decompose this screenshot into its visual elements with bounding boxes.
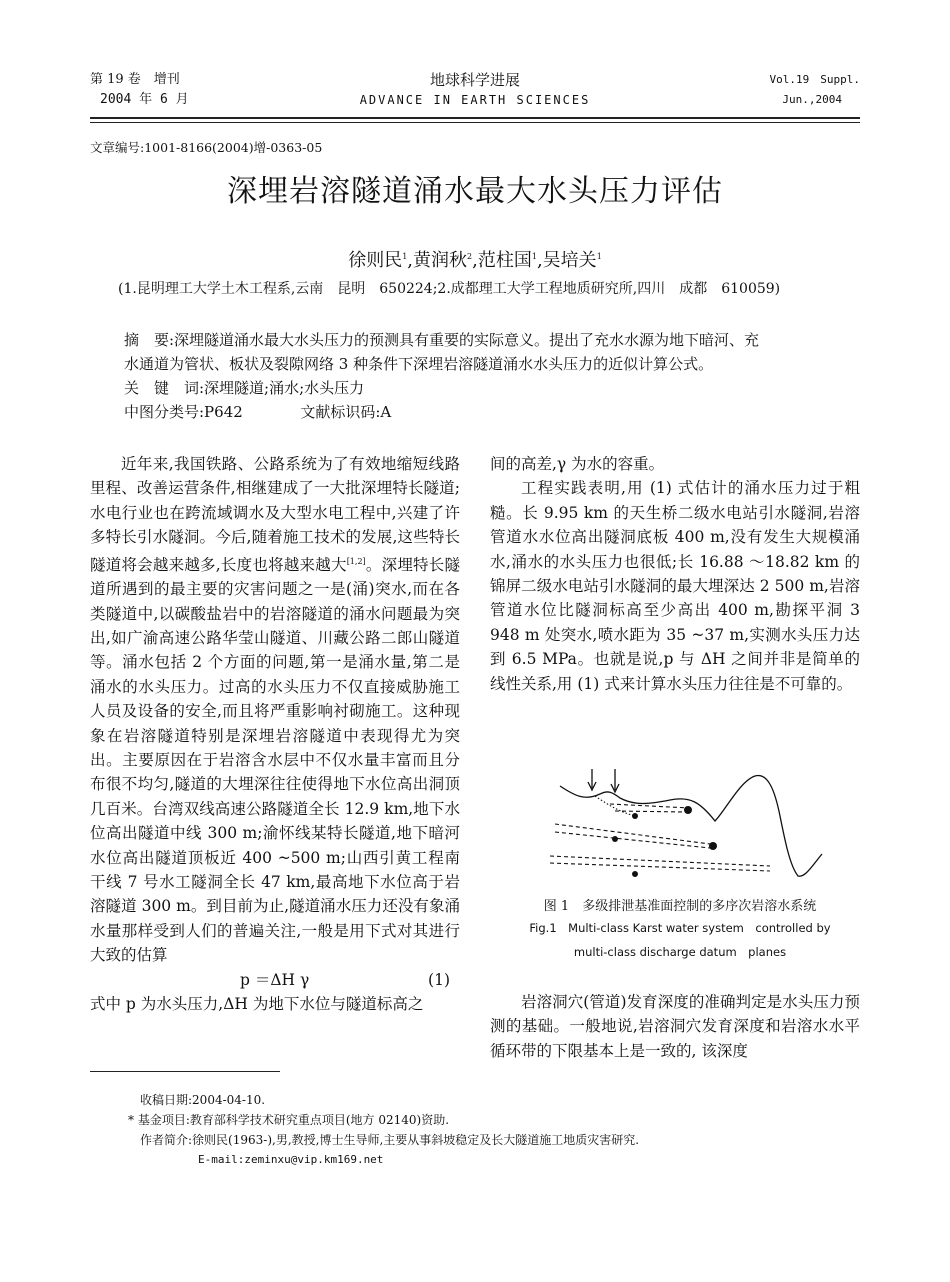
classification-line [124,400,836,424]
keywords: 关 键 词:深埋隧道;涌水;水头压力 [124,379,365,397]
body-paragraph: 工程实践表明,用 (1) 式估计的涌水压力过于粗糙。长 9.95 km 的天生桥二级水电站引水隧洞,岩溶管道水水位高出隧洞底板 400 m,没有发生大规模涌水,涌水的水头压力也很低;长 16.88 ～18.82 km 的锦屏二级水电站引水隧洞的最大埋深达 2 500 m,岩溶管道水位比隧洞标高至少高出 400 m,勘探平洞 3 948 m 处突水,喷水距为 35 ~37 m,实测水头压力达到 6.5 MPa。也就是说,p 与 ΔH 之间并非是简单的线性关系,用 (1) 式来计算水头压力往往是不可靠的。 [490,479,860,693]
paper-title: 深埋岩溶隧道涌水最大水头压力评估 [227,174,723,209]
terrain-profile-line [560,775,822,876]
equation-body: p ＝ΔH γ [240,970,310,989]
flow-path-dotted [595,796,635,816]
footnote-author-bio: 作者简介:徐则民(1963-),男,教授,博士生导师,主要从事斜坡稳定及长大隧道施工地质灾害研究. [140,1133,640,1147]
body-right-column [490,452,860,696]
figure-caption-cn: 图 1 多级排泄基准面控制的多序次岩溶水系统 [543,899,817,914]
figure-caption-en-1: Fig.1 Multi-class Karst water system controlled by [529,921,831,935]
author-name: ,吴培关 [536,250,597,271]
footnote-email: E-mail:zeminxu@vip.km169.net [198,1153,384,1166]
karst-conduit-3a [550,856,770,866]
figure-karst-system [540,766,830,884]
author-name: 徐则民 [348,250,403,271]
author-affil-mark: 1 [531,252,537,261]
date-issue: 2004 年 6 月 [100,92,189,107]
karst-conduit-1a [610,804,690,808]
body-right-column-continued [490,990,860,1063]
karst-conduit-1b [615,811,685,812]
equation-1 [90,968,460,992]
figure-caption-en-2: multi-class discharge datum planes [573,945,787,959]
abstract-block [124,328,836,424]
paragraph-text: 。深埋特长隧道所遇到的最主要的灾害问题之一是(涌)突水,而在各类隧道中,以碳酸盐岩中的岩溶隧道的涌水问题最为突出,如广渝高速公路华莹山隧道、川藏公路二郎山隧道等。涌水包括 2 个方面的问题,第一是涌水量,第二是涌水的水头压力。过高的水头压力不仅直接威胁施工人员及设备的安全,而且将严重影响衬砌施工。这种现象在岩溶隧道特别是深埋岩溶隧道中表现得尤为突出。主要原因在于岩溶含水层中不仅水量丰富而且分布很不均匀,隧道的大埋深往往使得地下水位高出洞顶几百米。台湾双线高速公路隧道全长 12.9 km,地下水位高出隧道中线 300 m;渝怀线某特长隧道,地下暗河水位高出隧道顶板近 400 ~500 m;山西引黄工程南干线 7 号水工隧洞全长 47 km,最高地下水位高于岩溶隧道 300 m。到目前为止,隧道涌水压力还没有象涌水量那样受到人们的普遍关注,一般是用下式对其进行大致的估算 [90,555,460,965]
date-en: Jun.,2004 [782,93,842,106]
running-header-right [700,70,860,110]
body-paragraph: 式中 p 为水头压力,ΔH 为地下水位与隧道标高之 [90,994,424,1013]
journal-name-cn: 地球科学进展 [429,71,520,89]
article-number: 文章编号:1001-8166(2004)增-0363-05 [90,140,323,155]
author-list [0,246,950,272]
citation: [1,2] [346,556,366,566]
equation-number: (1) [428,970,450,989]
author-affil-mark: 2 [467,252,473,261]
body-paragraph: 岩溶洞穴(管道)发育深度的准确判定是水头压力预测的基础。一般地说,岩溶洞穴发育深度和岩溶水水平循环带的下限基本上是一致的, 该深度 [490,993,860,1060]
paragraph-text: 近年来,我国铁路、公路系统为了有效地缩短线路里程、改善运营条件,相继建成了一大批深埋特长隧道;水电行业也在跨流域调水及大型水电工程中,兴建了许多特长引水隧洞。今后,随着施工技术的发展,这些特长隧道将会越来越多,长度也将越来越大 [90,455,460,574]
document-code: 文献标识码:A [300,403,392,421]
author-name: ,黄润秋 [407,250,468,271]
body-paragraph [90,452,460,968]
discharge-point-3-inner [632,871,638,877]
karst-conduit-3b [550,863,770,871]
affiliation: (1.昆明理工大学土木工程系,云南 昆明 650224;2.成都理工大学工程地质研究所,四川 成都 610059) [118,281,781,297]
discharge-point-2 [709,842,717,850]
journal-name-en: ADVANCE IN EARTH SCIENCES [359,93,591,107]
footnote-funding: * 基金项目:教育部科学技术研究重点项目(地方 02140)资助. [128,1113,450,1127]
footnote-received: 收稿日期:2004-04-10. [140,1093,266,1107]
discharge-point-2-inner [612,836,618,842]
volume-en: Vol.19 Suppl. [769,73,860,86]
author-name: ,范柱国 [472,250,532,271]
footnote-rule [90,1071,280,1072]
clc-number: 中图分类号:P642 [124,403,243,421]
header-rule-bottom [90,122,860,123]
abstract-line: 摘 要:深埋隧道涌水最大水头压力的预测具有重要的实际意义。提出了充水水源为地下暗河、充 [124,331,760,349]
body-paragraph: 间的高差,γ 为水的容重。 [490,455,665,473]
discharge-point-1 [684,806,692,814]
header-rule-top [90,117,860,119]
author-affil-mark: 1 [596,252,602,261]
volume-issue: 第 19 卷 增刊 [90,72,180,87]
author-affil-mark: 1 [402,252,408,261]
body-left-column [90,452,460,1016]
discharge-point-1-inner [632,813,638,819]
abstract-line: 水通道为管状、板状及裂隙网络 3 种条件下深埋岩溶隧道涌水水头压力的近似计算公式。 [124,355,714,373]
